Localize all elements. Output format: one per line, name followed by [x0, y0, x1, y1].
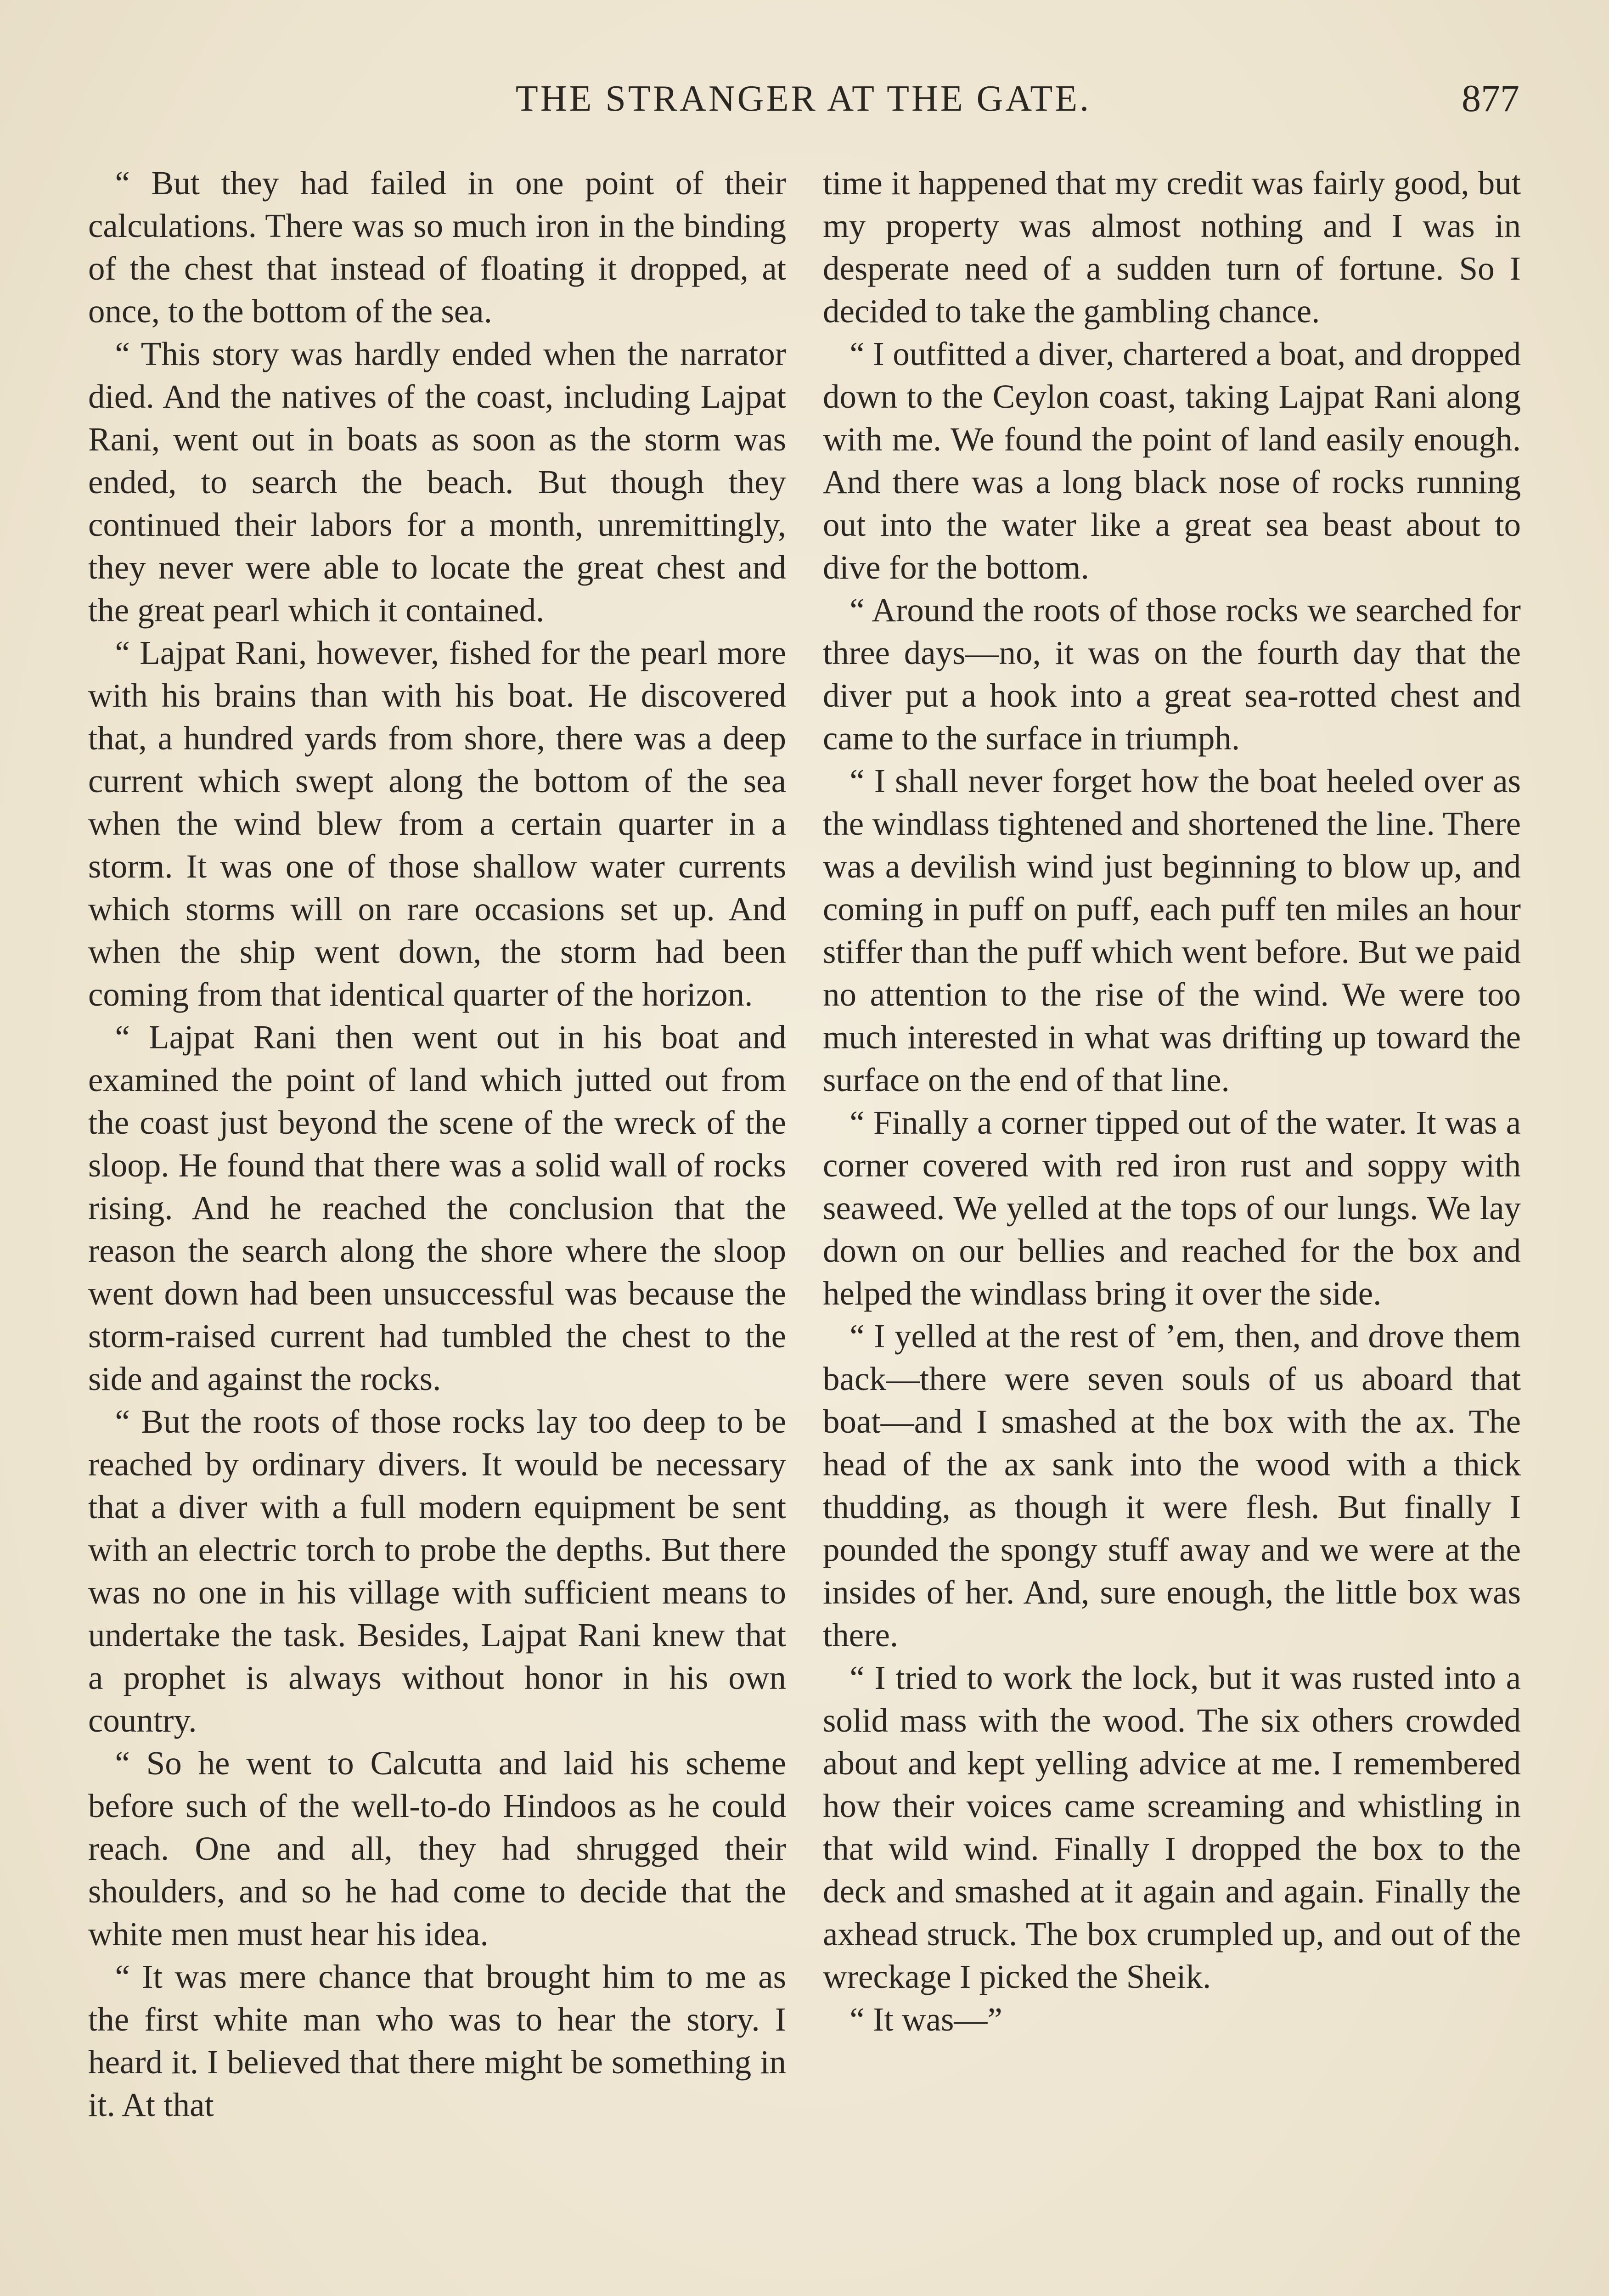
paragraph: “ It was—”: [850, 2001, 1002, 2038]
right-column: [823, 162, 1521, 2296]
paragraph: “ I shall never forget how the boat heeled over as the windlass tightened and shortened the line. There was a devilish wind just beginning to blow up, and coming in puff on puff, each puff ten miles an hour stiffer than the puff which went before. But we paid no attention to the rise of the wind. We were too much interested in what was drifting up toward the surface on the end of that line.: [823, 762, 1521, 1098]
paragraph: “ But the roots of those rocks lay too deep to be reached by ordinary divers. It would be necessary that a diver with a full modern equipment be sent with an electric torch to probe the depths. But there was no one in his village with sufficient means to undertake the task. Besides, Lajpat Rani knew that a prophet is always without honor in his own country.: [88, 1403, 786, 1739]
text-columns: [88, 162, 1521, 2296]
paragraph: “ Around the roots of those rocks we searched for three days—no, it was on the fourth day that the diver put a hook into a great sea-rotted chest and came to the surface in triumph.: [823, 591, 1521, 757]
running-title: THE STRANGER AT THE GATE.: [515, 79, 1091, 119]
paragraph: “ So he went to Calcutta and laid his scheme before such of the well-to-do Hindoos as he could reach. One and all, they had shrugged their shoulders, and so he had come to decide that the white men must hear his idea.: [88, 1745, 786, 1953]
paragraph-continued: time it happened that my credit was fairly good, but my property was almost nothing and I was in desperate need of a sudden turn of fortune. So I decided to take the gambling chance.: [823, 164, 1521, 330]
left-column: [88, 162, 786, 2296]
page-header: [87, 69, 1519, 129]
paragraph: “ But they had failed in one point of their calculations. There was so much iron in the binding of the chest that instead of floating it dropped, at once, to the bottom of the sea.: [88, 164, 786, 330]
paragraph: “ I tried to work the lock, but it was rusted into a solid mass with the wood. The six others crowded about and kept yelling advice at me. I remembered how their voices came screaming and whistling in that wild wind. Finally I dropped the box to the deck and smashed at it again and again. Finally the axhead struck. The box crumpled up, and out of the wreckage I picked the Sheik.: [823, 1659, 1521, 1995]
paragraph: “ This story was hardly ended when the narrator died. And the natives of the coast, including Lajpat Rani, went out in boats as soon as the storm was ended, to search the beach. But though they continued their labors for a month, unremittingly, they never were able to locate the great chest and the great pearl which it contained.: [88, 335, 786, 629]
paragraph: “ It was mere chance that brought him to me as the first white man who was to hear the story. I heard it. I believed that there might be something in it. At that: [88, 1958, 786, 2123]
paragraph: “ Lajpat Rani then went out in his boat and examined the point of land which jutted out from the coast just beyond the scene of the wreck of the sloop. He found that there was a solid wall of rocks rising. And he reached the conclusion that the reason the search along the shore where the sloop went down had been unsuccessful was because the storm-raised current had tumbled the chest to the side and against the rocks.: [88, 1019, 786, 1397]
paragraph: “ I outfitted a diver, chartered a boat, and dropped down to the Ceylon coast, taking Lajpat Rani along with me. We found the point of land easily enough. And there was a long black nose of rocks running out into the water like a great sea beast about to dive for the bottom.: [823, 335, 1521, 586]
paragraph: “ I yelled at the rest of ’em, then, and drove them back—there were seven souls of us aboard that boat—and I smashed at the box with the ax. The head of the ax sank into the wood with a thick thudding, as though it were flesh. But finally I pounded the spongy stuff away and we were at the insides of her. And, sure enough, the little box was there.: [823, 1317, 1521, 1654]
page-number: 877: [1462, 77, 1519, 120]
paragraph: “ Lajpat Rani, however, fished for the pearl more with his brains than with his boat. He discovered that, a hundred yards from shore, there was a deep current which swept along the bottom of the sea when the wind blew from a certain quarter in a storm. It was one of those shallow water currents which storms will on rare occasions set up. And when the ship went down, the storm had been coming from that identical quarter of the horizon.: [88, 634, 786, 1013]
paragraph: “ Finally a corner tipped out of the water. It was a corner covered with red iron rust and soppy with seaweed. We yelled at the tops of our lungs. We lay down on our bellies and reached for the box and helped the windlass bring it over the side.: [823, 1104, 1521, 1312]
